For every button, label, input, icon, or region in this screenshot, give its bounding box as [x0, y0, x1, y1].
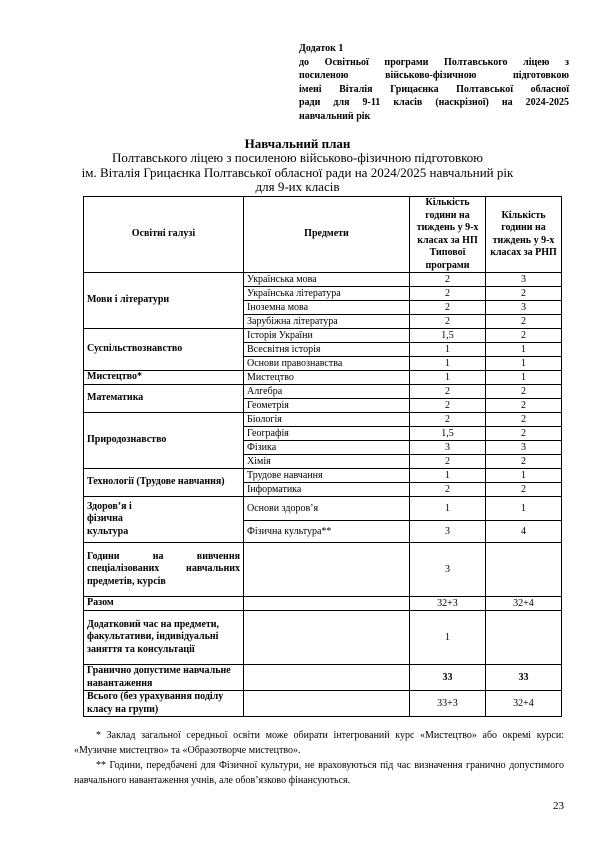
subject-cell: Українська література [244, 287, 410, 301]
header-area: Освітні галузі [84, 197, 244, 273]
hours-rnp-cell: 2 [486, 315, 562, 329]
hours-typical-cell: 1 [410, 371, 486, 385]
area-cell: Природознавство [84, 413, 244, 469]
additional-time-label: Додатковий час на предмети, факультативи, індивідуальні заняття та консультації [84, 611, 244, 665]
plan-subtitle-line: ім. Віталія Грицаєнка Полтавської обласної ради на 2024/2025 навчальний рік [81, 164, 514, 180]
page-number: 23 [553, 800, 564, 812]
subject-cell: Географія [244, 427, 410, 441]
area-cell: Суспільствознавство [84, 329, 244, 371]
table-row [84, 385, 562, 399]
hours-rnp-cell: 1 [486, 343, 562, 357]
total-typical: 32+3 [410, 597, 486, 611]
hours-rnp-cell: 3 [486, 441, 562, 455]
subject-cell: Фізика [244, 441, 410, 455]
hours-rnp-cell: 2 [486, 329, 562, 343]
subject-cell: Зарубіжна література [244, 315, 410, 329]
max-load-typical: 33 [410, 665, 486, 691]
appendix-line: імені Віталія Грицаєнка Полтавської обласної [299, 83, 569, 95]
subject-cell: Основи правознавства [244, 357, 410, 371]
subject-cell: Мистецтво [244, 371, 410, 385]
hours-rnp-cell: 2 [486, 287, 562, 301]
hours-rnp-cell: 1 [486, 469, 562, 483]
hours-typical-cell: 2 [410, 301, 486, 315]
appendix-line: навчальний рік [299, 110, 371, 122]
hours-typical-cell: 2 [410, 399, 486, 413]
grand-total-rnp: 32+4 [486, 691, 562, 717]
subject-cell: Геометрія [244, 399, 410, 413]
header-subjects: Предмети [244, 197, 410, 273]
table-row [84, 413, 562, 427]
appendix-line: ради для 9-11 класів (наскрізної) на 2024-2025 [299, 97, 569, 108]
plan-subtitle-line: для 9-их класів [255, 179, 340, 194]
hours-typical-cell: 2 [410, 287, 486, 301]
appendix-line: посиленою військово-фізичною підготовкою [299, 70, 569, 81]
additional-time-typical: 1 [410, 611, 486, 665]
subject-cell: Алгебра [244, 385, 410, 399]
hours-typical-cell: 2 [410, 385, 486, 399]
hours-rnp-cell: 2 [486, 413, 562, 427]
empty-cell [244, 597, 410, 611]
hours-typical-cell: 2 [410, 315, 486, 329]
special-hours-rnp [486, 543, 562, 597]
grand-total-label: Всього (без урахування поділу класу на групи) [84, 691, 244, 717]
table-row [84, 371, 562, 385]
header-hours-rnp: Кількість години на тиждень у 9-х класах за РНП [486, 197, 562, 273]
area-cell: Математика [84, 385, 244, 413]
hours-rnp-cell: 3 [486, 301, 562, 315]
hours-rnp-cell: 2 [486, 483, 562, 497]
hours-typical-cell: 3 [410, 521, 486, 543]
header-hours-typical: Кількість години на тиждень у 9-х класах за НП Типової програми [410, 197, 486, 273]
subject-cell: Основи здоров’я [244, 497, 410, 521]
subject-cell: Інформатика [244, 483, 410, 497]
empty-cell [244, 691, 410, 717]
empty-cell [244, 665, 410, 691]
hours-rnp-cell: 1 [486, 371, 562, 385]
max-load-rnp: 33 [486, 665, 562, 691]
footnotes [74, 728, 564, 788]
hours-typical-cell: 1,5 [410, 427, 486, 441]
area-cell: Мистецтво* [84, 371, 244, 385]
area-cell: Мови і літератури [84, 273, 244, 329]
table-row [84, 273, 562, 287]
hours-typical-cell: 1,5 [410, 329, 486, 343]
subject-cell: Іноземна мова [244, 301, 410, 315]
empty-cell [244, 611, 410, 665]
subject-cell: Трудове навчання [244, 469, 410, 483]
hours-rnp-cell: 2 [486, 455, 562, 469]
special-hours-row [84, 543, 562, 597]
area-cell: Здоров’я і фізична культура [84, 497, 244, 543]
special-hours-typical: 3 [410, 543, 486, 597]
table-row [84, 497, 562, 521]
appendix-note [299, 42, 569, 123]
hours-rnp-cell: 2 [486, 399, 562, 413]
hours-typical-cell: 1 [410, 343, 486, 357]
footnote-art: * Заклад загальної середньої освіти може обирати інтегрований курс «Мистецтво» або окремі курси: «Музичне мистецтво» та «Образотворче мистецтво». [74, 730, 564, 756]
total-rnp: 32+4 [486, 597, 562, 611]
hours-typical-cell: 2 [410, 455, 486, 469]
hours-rnp-cell: 3 [486, 273, 562, 287]
subject-cell: Фізична культура** [244, 521, 410, 543]
hours-typical-cell: 2 [410, 483, 486, 497]
hours-rnp-cell: 1 [486, 357, 562, 371]
area-cell: Технології (Трудове навчання) [84, 469, 244, 497]
max-load-label: Гранично допустиме навчальне навантаження [84, 665, 244, 691]
grand-total-typical: 33+3 [410, 691, 486, 717]
appendix-heading: Додаток 1 [299, 43, 344, 54]
additional-time-row [84, 611, 562, 665]
curriculum-table [83, 196, 562, 717]
grand-total-row [84, 691, 562, 717]
hours-typical-cell: 1 [410, 469, 486, 483]
hours-typical-cell: 2 [410, 413, 486, 427]
total-label: Разом [84, 597, 244, 611]
plan-title-block [60, 136, 535, 195]
table-header-row [84, 197, 562, 273]
subject-cell: Українська мова [244, 273, 410, 287]
plan-subtitle-line: Полтавського ліцею з посиленою військово-фізичною підготовкою [112, 150, 483, 165]
subject-cell: Всесвітня історія [244, 343, 410, 357]
max-load-row [84, 665, 562, 691]
hours-typical-cell: 1 [410, 357, 486, 371]
hours-rnp-cell: 2 [486, 385, 562, 399]
hours-rnp-cell: 4 [486, 521, 562, 543]
subject-cell: Хімія [244, 455, 410, 469]
additional-time-rnp [486, 611, 562, 665]
hours-typical-cell: 3 [410, 441, 486, 455]
footnote-pe: ** Години, передбачені для Фізичної культури, не враховуються під час визначення гранично допустимого навчального навантаження учнів, але обов’язково фінансуються. [74, 760, 564, 786]
subject-cell: Історія України [244, 329, 410, 343]
appendix-line: до Освітньої програми Полтавського ліцею з [299, 56, 569, 68]
total-row [84, 597, 562, 611]
empty-cell [244, 543, 410, 597]
hours-rnp-cell: 2 [486, 427, 562, 441]
hours-rnp-cell: 1 [486, 497, 562, 521]
special-hours-label: Години на вивчення спеціалізованих навчальних предметів, курсів [84, 543, 244, 597]
hours-typical-cell: 2 [410, 273, 486, 287]
table-row [84, 329, 562, 343]
plan-title: Навчальний план [244, 136, 351, 151]
hours-typical-cell: 1 [410, 497, 486, 521]
subject-cell: Біологія [244, 413, 410, 427]
table-row [84, 469, 562, 483]
